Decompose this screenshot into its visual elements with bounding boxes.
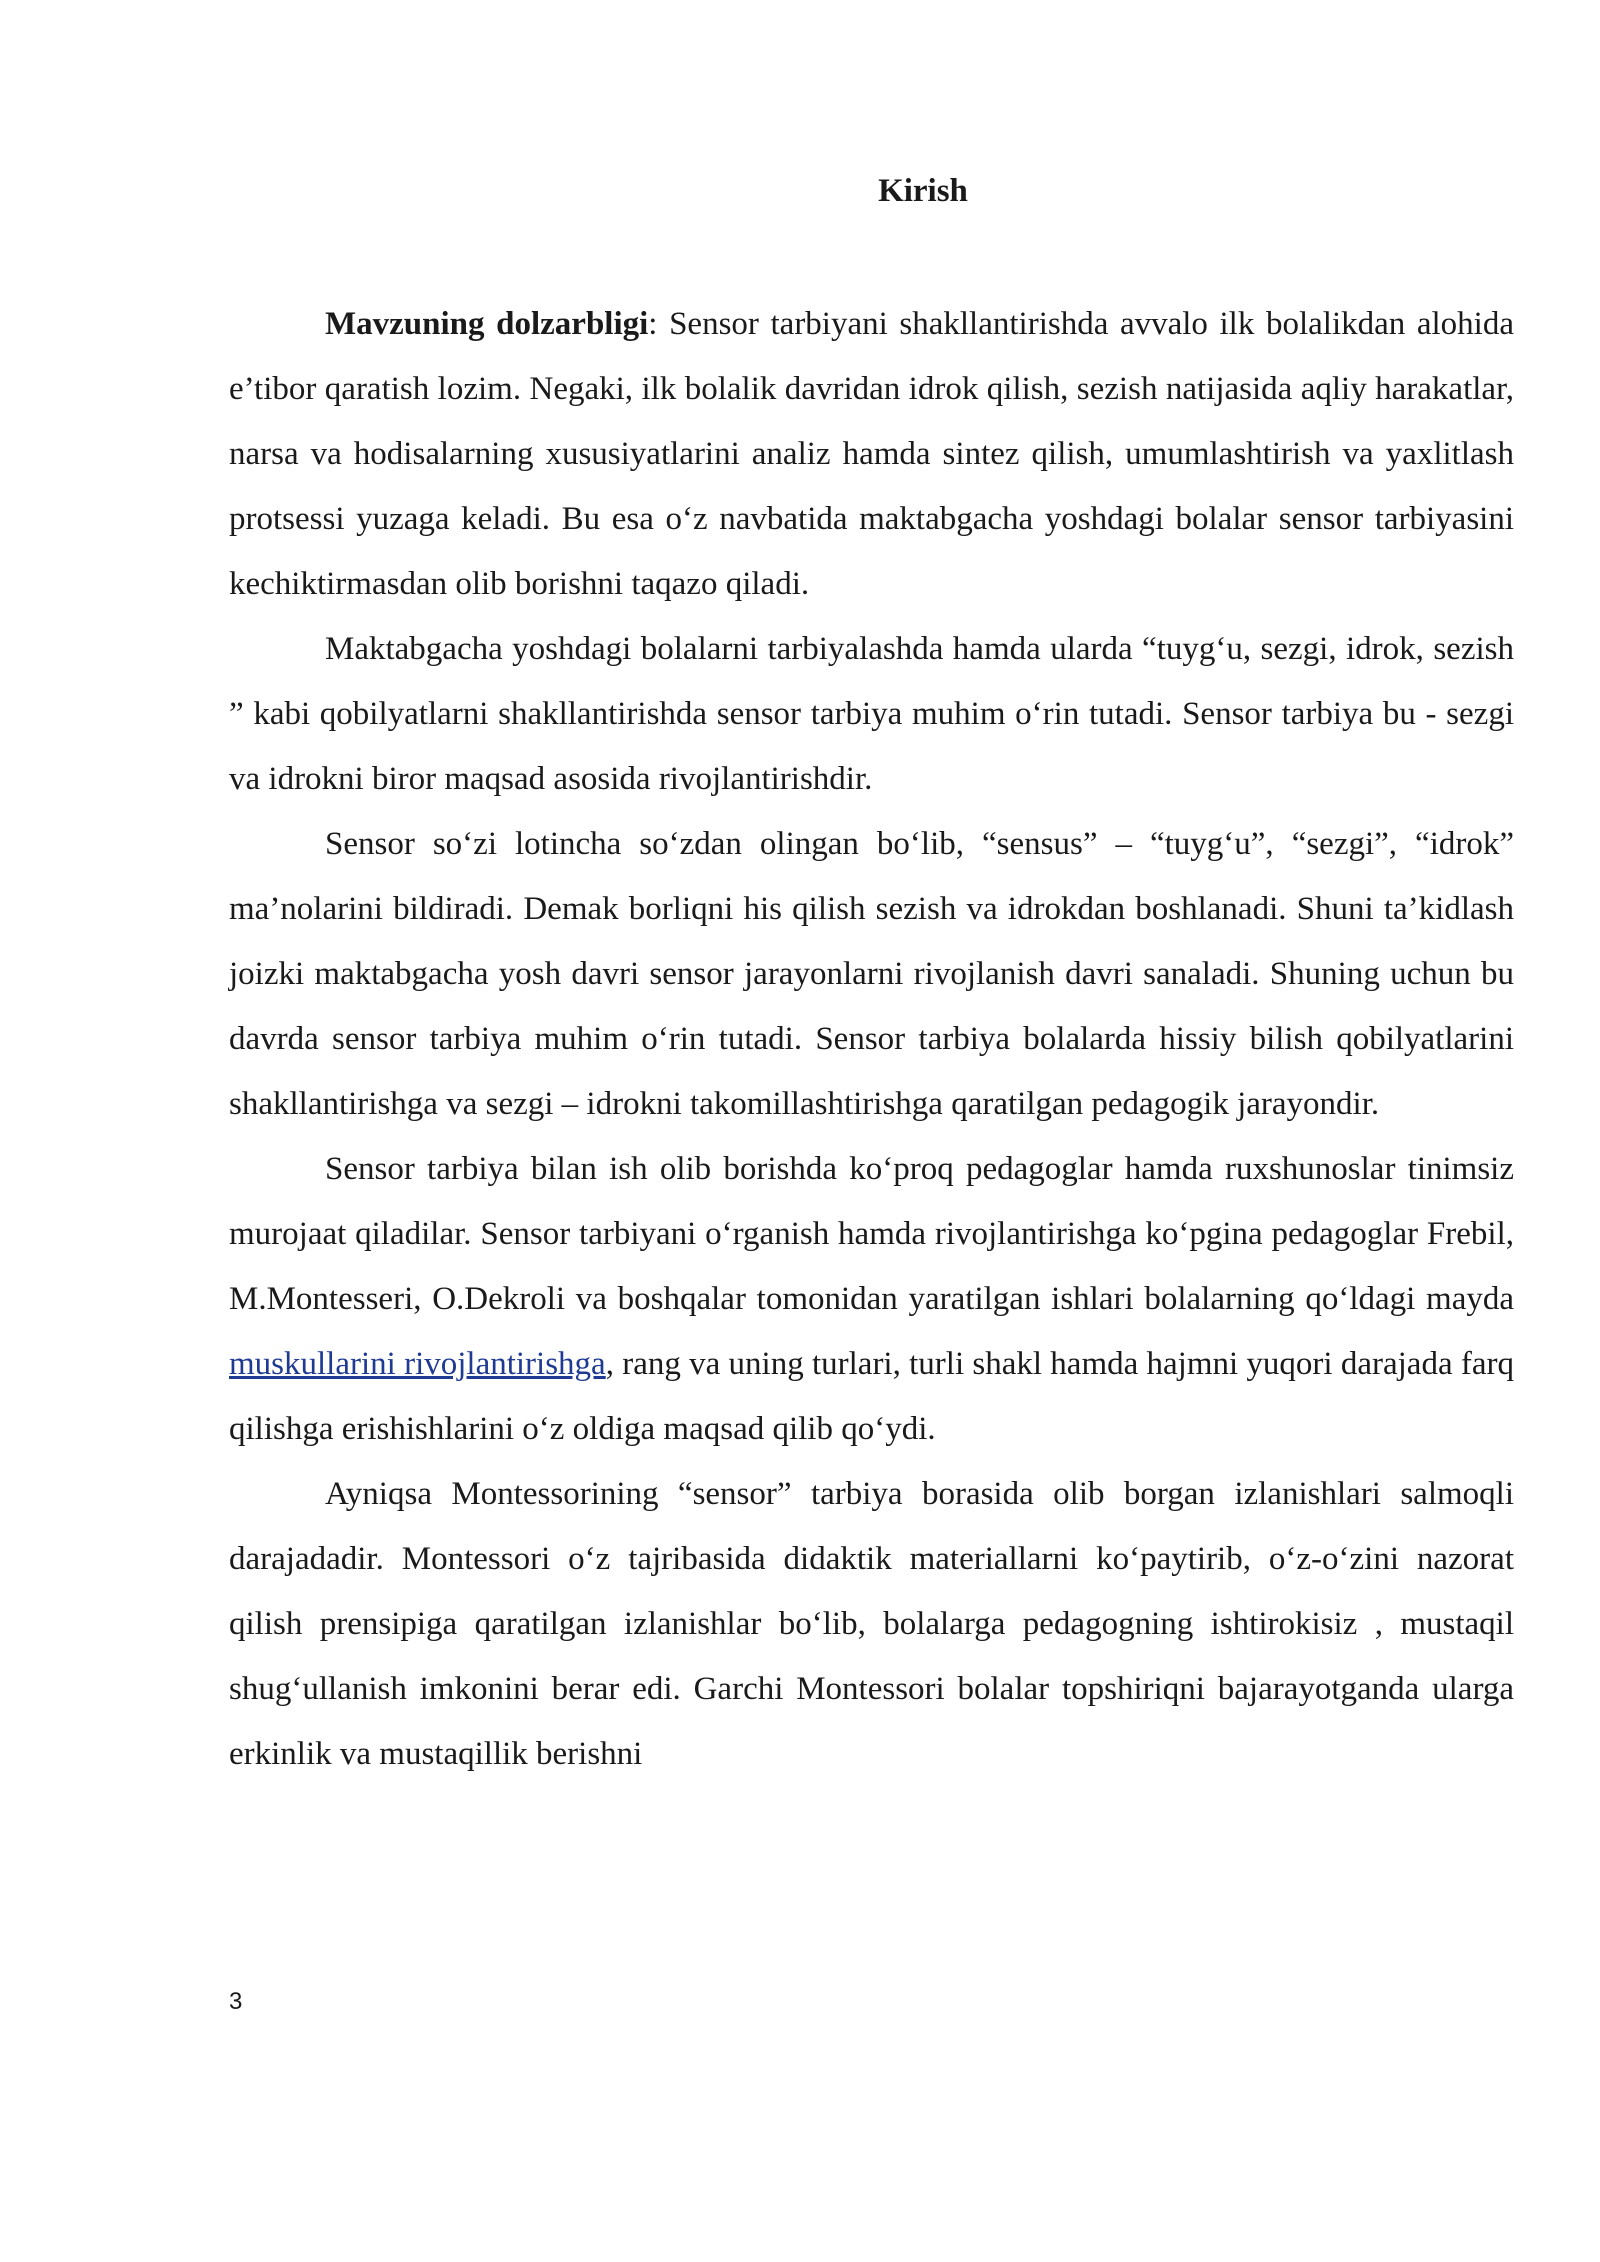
relevance-heading-colon: :	[648, 306, 658, 342]
paragraph-text: Maktabgacha yoshdagi bolalarni tarbiyalashda hamda ularda “tuyg‘u, sezgi, idrok, sezish ” kabi qobilyatlarni shakllantirishda sensor tarbiya muhim o‘rin tutadi. Sensor tarbiya bu - sezgi va idrokni biror maqsad asosida rivojlantirishdir.	[229, 631, 1514, 797]
paragraph-montessori	[229, 1462, 1514, 1787]
document-body	[229, 292, 1514, 1787]
page-title: Kirish	[878, 173, 968, 209]
paragraph-text: Sensor tarbiyani shakllantirishda avvalo ilk bolalikdan alohida e’tibor qaratish lozim. Negaki, ilk bolalik davridan idrok qilish, sezish natijasida aqliy harakatlar, narsa va hodisalarning xususiyatlarini analiz hamda sintez qilish, umumlashtirish va yaxlitlash protsessi yuzaga keladi. Bu esa o‘z navbatida maktabgacha yoshdagi bolalar sensor tarbiyasini kechiktirmasdan olib borishni taqazo qiladi.	[229, 306, 1514, 602]
paragraph-text: Sensor tarbiya bilan ish olib borishda ko‘proq pedagoglar hamda ruxshunoslar tinimsiz murojaat qiladilar. Sensor tarbiyani o‘rganish hamda rivojlantirishga ko‘pgina pedagoglar Frebil, M.Montesseri, O.Dekroli va boshqalar tomonidan yaratilgan ishlari bolalarning qo‘ldagi mayda	[229, 1151, 1514, 1317]
paragraph-relevance	[229, 292, 1514, 617]
paragraph-text: Ayniqsa Montessorining “sensor” tarbiya borasida olib borgan izlanishlari salmoqli darajadadir. Montessori o‘z tajribasida didaktik materiallarni ko‘paytirib, o‘z-o‘zini nazorat qilish prensipiga qaratilgan izlanishlar bo‘lib, bolalarga pedagogning ishtirokisiz , mustaqil shug‘ullanish imkonini berar edi. Garchi Montessori bolalar topshiriqni bajarayotganda ularga erkinlik va mustaqillik berishni	[229, 1476, 1514, 1772]
paragraph-sensor-etymology	[229, 812, 1514, 1137]
relevance-heading: Mavzuning dolzarbligi	[325, 306, 649, 342]
paragraph-text: , rang va uning turlari, turli shakl hamda hajmni yuqori darajada farq qilishga erishishlarini o‘z oldiga maqsad qilib qo‘ydi.	[229, 1346, 1514, 1447]
paragraph-sensor-definition	[229, 617, 1514, 812]
page-number: 3	[229, 1988, 243, 2015]
paragraph-pedagogues	[229, 1137, 1514, 1462]
paragraph-text: Sensor so‘zi lotincha so‘zdan olingan bo‘lib, “sensus” – “tuyg‘u”, “sezgi”, “idrok” ma’nolarini bildiradi. Demak borliqni his qilish sezish va idrokdan boshlanadi. Shuni ta’kidlash joizki maktabgacha yosh davri sensor jarayonlarni rivojlanish davri sanaladi. Shuning uchun bu davrda sensor tarbiya muhim o‘rin tutadi. Sensor tarbiya bolalarda hissiy bilish qobilyatlarini shakllantirishga va sezgi – idrokni takomillashtirishga qaratilgan pedagogik jarayondir.	[229, 826, 1514, 1122]
muscle-development-link[interactable]: muskullarini rivojlantirishga	[229, 1346, 606, 1382]
